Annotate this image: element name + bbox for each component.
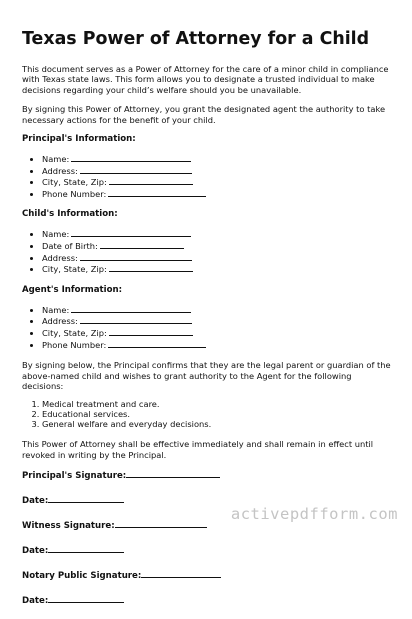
- agent-phone-field[interactable]: • Phone Number:: [42, 339, 394, 351]
- principal-signature-row[interactable]: Principal's Signature:: [22, 469, 394, 482]
- child-address-line[interactable]: [80, 252, 192, 261]
- principal-city-line[interactable]: [109, 176, 193, 185]
- notary-date-row[interactable]: Date:: [22, 594, 394, 607]
- document-page: [22, 28, 394, 619]
- child-address-field[interactable]: • Address:: [42, 252, 394, 264]
- decision-item: 1. Medical treatment and care.: [42, 400, 394, 410]
- notary-signature-row[interactable]: Notary Public Signature:: [22, 569, 394, 582]
- principal-phone-field[interactable]: • Phone Number:: [42, 188, 394, 200]
- agent-name-field[interactable]: • Name:: [42, 304, 394, 316]
- child-dob-field[interactable]: • Date of Birth:: [42, 240, 394, 252]
- principal-name-line[interactable]: [71, 153, 191, 162]
- principal-name-field[interactable]: • Name:: [42, 153, 394, 165]
- notary-date-line[interactable]: [48, 594, 124, 603]
- principal-address-field[interactable]: • Address:: [42, 165, 394, 177]
- agent-city-line[interactable]: [109, 327, 193, 336]
- document-title: Texas Power of Attorney for a Child: [22, 29, 370, 49]
- effective-paragraph: This Power of Attorney shall be effective immediately and shall remain in effect until revoked in writing by the Principal.: [22, 439, 374, 460]
- agent-address-line[interactable]: [80, 315, 192, 324]
- child-name-field[interactable]: • Name:: [42, 228, 394, 240]
- child-name-line[interactable]: [71, 228, 191, 237]
- agent-phone-line[interactable]: [108, 339, 206, 348]
- principal-address-line[interactable]: [80, 165, 192, 174]
- principal-date-row[interactable]: Date:: [22, 494, 394, 507]
- agent-name-line[interactable]: [71, 304, 191, 313]
- agent-heading: Agent's Information:: [22, 284, 123, 295]
- authority-paragraph: By signing this Power of Attorney, you grant the designated agent the authority to take necessary actions for the benefit of your child.: [22, 104, 386, 125]
- principal-city-field[interactable]: • City, State, Zip:: [42, 176, 394, 188]
- witness-signature-line[interactable]: [115, 519, 207, 528]
- confirmation-paragraph: By signing below, the Principal confirms that they are the legal parent or guardian of the above-named child and wishes to grant authority to the Agent for the following decisions:: [22, 360, 391, 391]
- watermark-text: activepdfform.com: [230, 505, 398, 523]
- principal-heading: Principal's Information:: [22, 134, 136, 145]
- principal-phone-line[interactable]: [108, 188, 206, 197]
- principal-signature-line[interactable]: [126, 469, 220, 478]
- agent-address-field[interactable]: • Address:: [42, 315, 394, 327]
- child-city-line[interactable]: [109, 263, 193, 272]
- child-city-field[interactable]: • City, State, Zip:: [42, 263, 394, 275]
- child-dob-line[interactable]: [100, 240, 184, 249]
- witness-date-row[interactable]: Date:: [22, 544, 394, 557]
- witness-signature-row[interactable]: Witness Signature:: [22, 519, 394, 532]
- notary-signature-line[interactable]: [141, 569, 221, 578]
- witness-date-line[interactable]: [48, 544, 124, 553]
- intro-paragraph: This document serves as a Power of Attorney for the care of a minor child in compliance with Texas state laws. This form allows you to designate a trusted individual to make decisions regarding your child’s welfare should you be unavailable.: [22, 64, 389, 95]
- decisions-list: [22, 400, 394, 429]
- agent-fields: [22, 304, 394, 350]
- child-fields: [22, 228, 394, 274]
- principal-date-line[interactable]: [48, 494, 124, 503]
- decision-item: 2. Educational services.: [42, 410, 394, 420]
- agent-city-field[interactable]: • City, State, Zip:: [42, 327, 394, 339]
- principal-fields: [22, 153, 394, 199]
- child-heading: Child's Information:: [22, 209, 118, 220]
- decision-item: 3. General welfare and everyday decisions.: [42, 420, 394, 430]
